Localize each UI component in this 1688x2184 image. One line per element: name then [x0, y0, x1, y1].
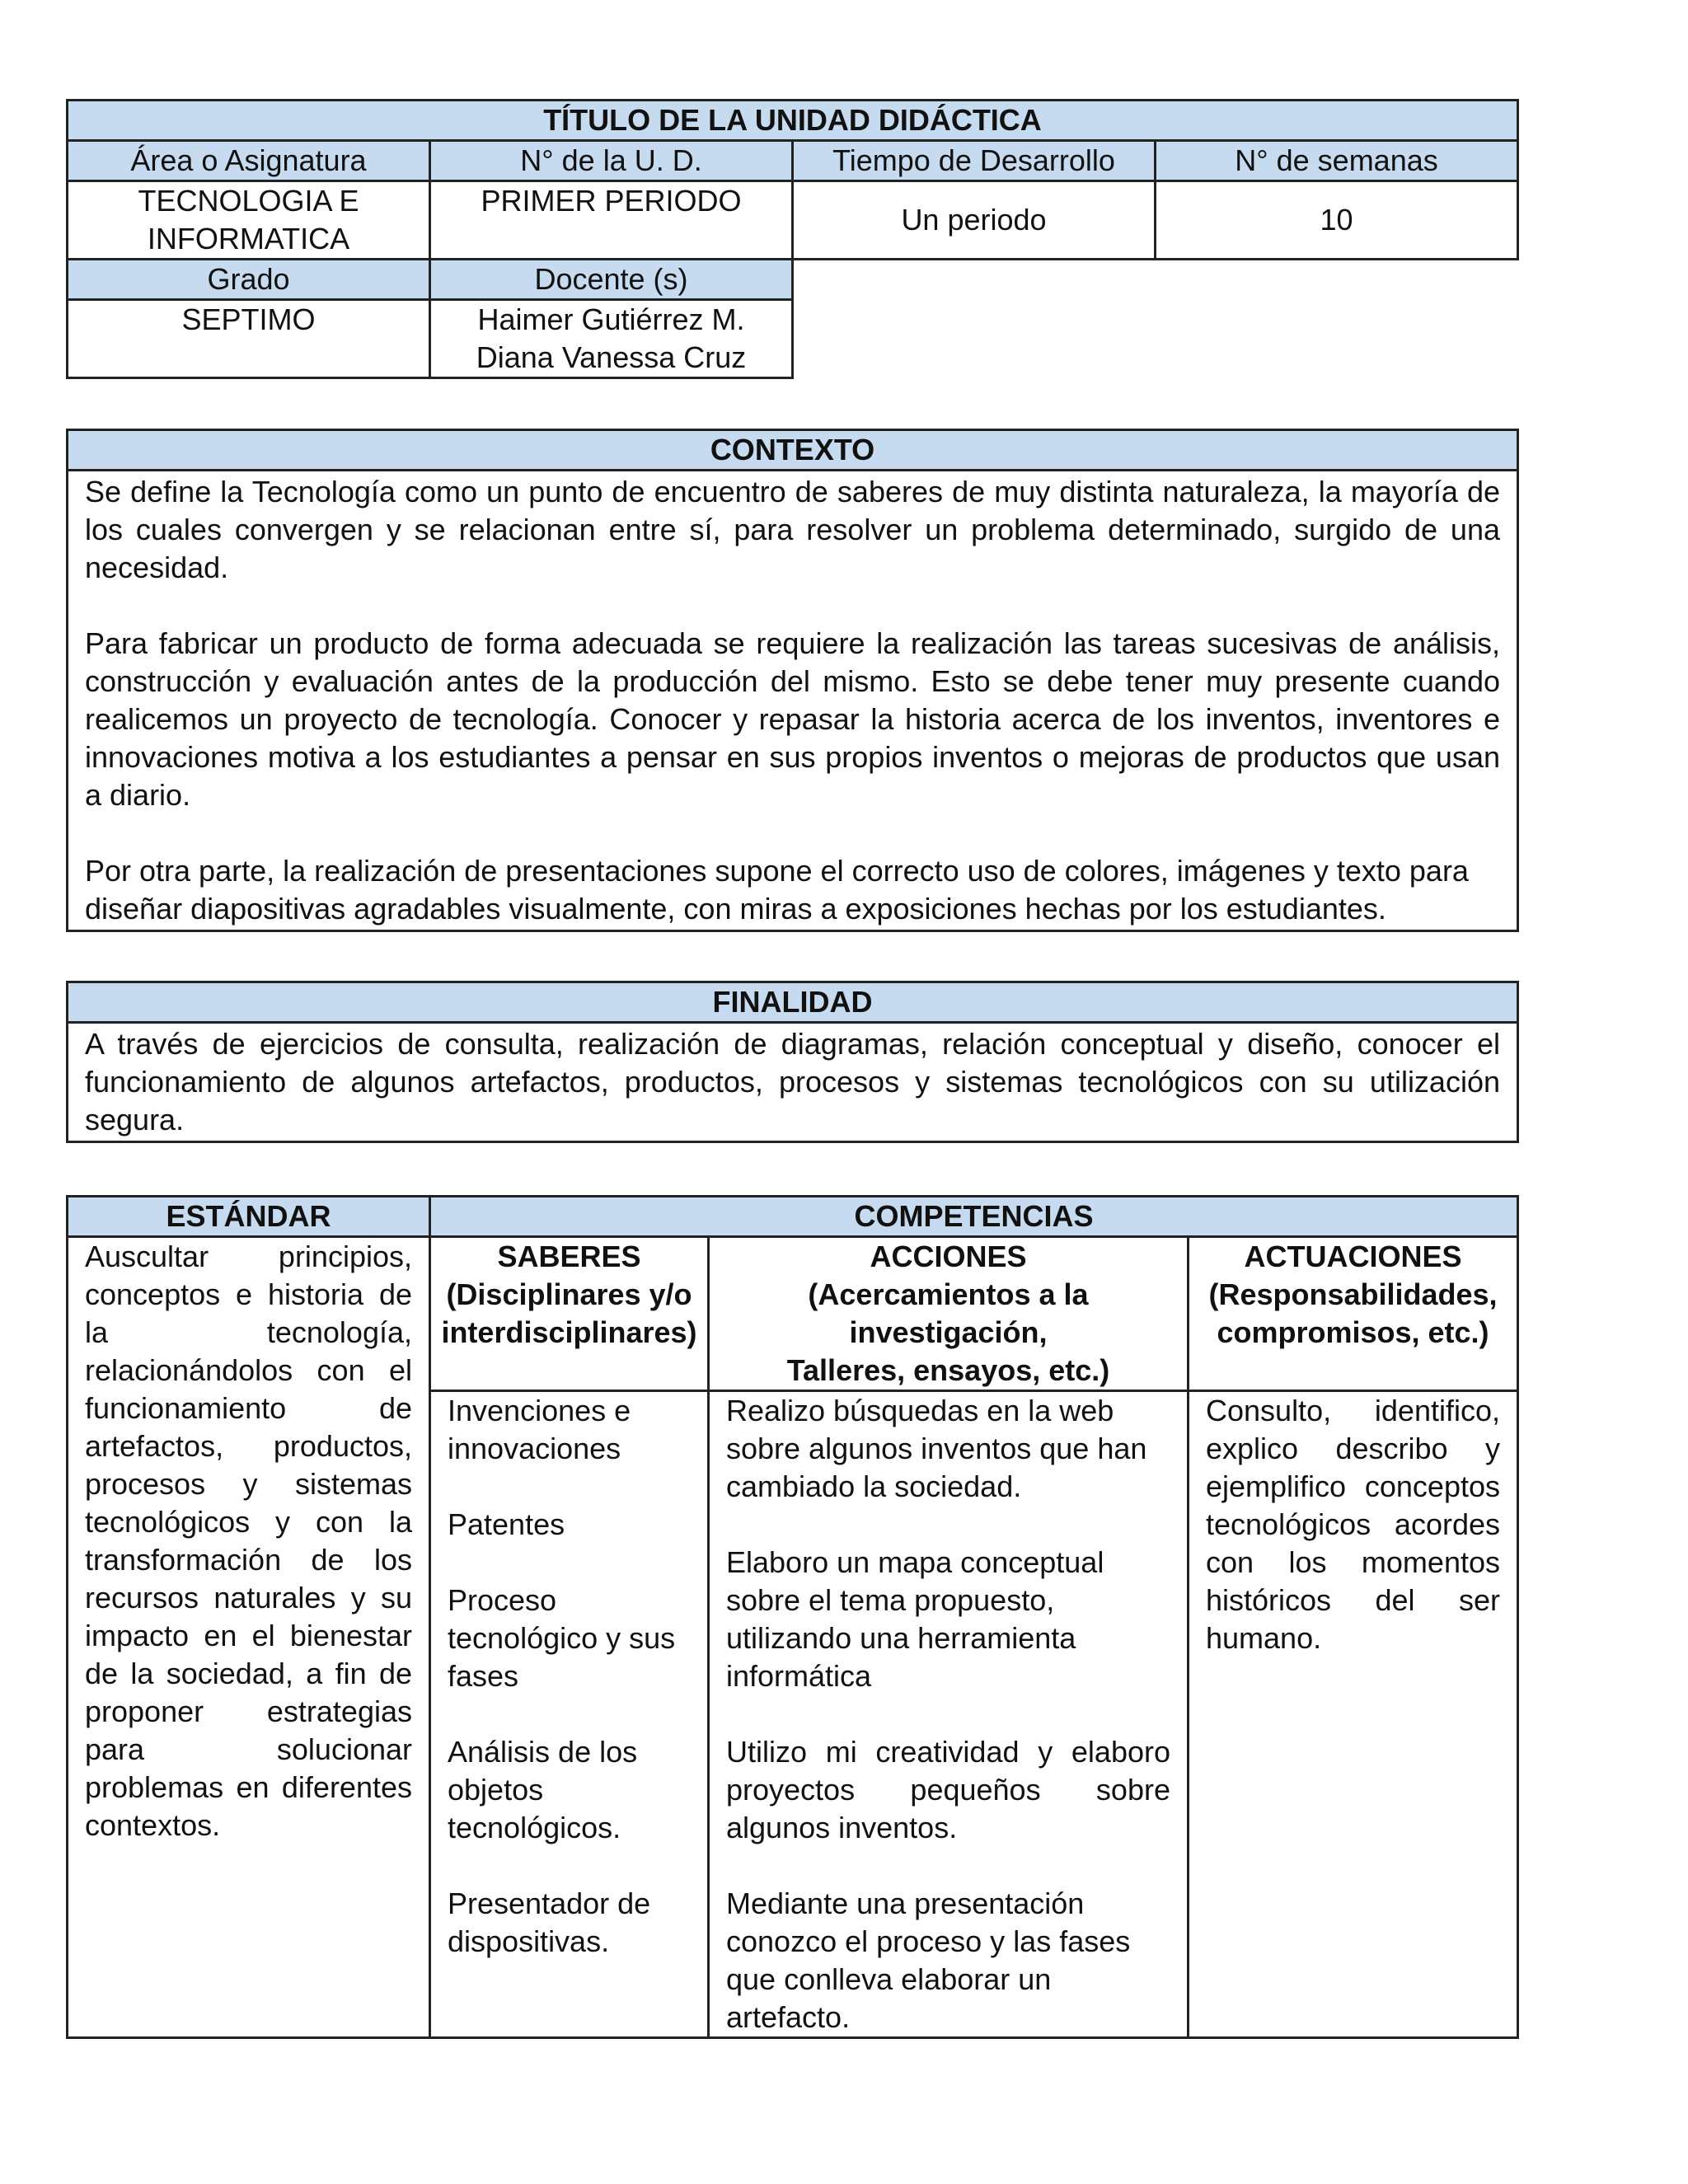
ud-header: N° de la U. D. [430, 141, 793, 181]
tiempo-value: Un periodo [793, 181, 1156, 260]
contexto-header: CONTEXTO [68, 430, 1518, 471]
titulo-table [66, 99, 1519, 379]
ud-value: PRIMER PERIODO [430, 181, 793, 260]
saberes-body [430, 1391, 709, 2038]
tiempo-header: Tiempo de Desarrollo [793, 141, 1156, 181]
semanas-value: 10 [1156, 181, 1518, 260]
area-header: Área o Asignatura [68, 141, 430, 181]
semanas-header: N° de semanas [1156, 141, 1518, 181]
acciones-header: ACCIONES (Acercamientos a la investigación, Talleres, ensayos, etc.) [709, 1237, 1189, 1391]
contexto-table [66, 429, 1519, 932]
actuaciones-header: ACTUACIONES (Responsabilidades, compromisos, etc.) [1189, 1237, 1518, 1391]
titulo-header: TÍTULO DE LA UNIDAD DIDÁCTICA [68, 101, 1518, 141]
finalidad-body: A través de ejercicios de consulta, realización de diagramas, relación conceptual y diseño, conocer el funcionamiento de algunos artefactos, productos, procesos y sistemas tecnológicos con su utilización segura. [68, 1023, 1518, 1142]
grado-value: SEPTIMO [68, 300, 430, 378]
competencias-table [66, 1195, 1519, 2039]
list-item: Presentador de dispositivas. [448, 1886, 651, 1958]
estandar-header: ESTÁNDAR [68, 1197, 430, 1237]
grado-header: Grado [68, 260, 430, 300]
competencias-header: COMPETENCIAS [430, 1197, 1518, 1237]
list-item: Utilizo mi creatividad y elaboro proyectos pequeños sobre algunos inventos. [726, 1735, 1170, 1844]
actuaciones-body: Consulto, identifico, explico describo y ejemplifico conceptos tecnológicos acordes con los momentos históricos del ser humano. [1189, 1391, 1518, 2038]
contexto-paragraph: Para fabricar un producto de forma adecuada se requiere la realización las tareas sucesivas de análisis, construcción y evaluación antes de la producción del mismo. Esto se debe tener muy presente cuando realicemos un proyecto de tecnología. Conocer y repasar la historia acerca de los inventos, inventores e innovaciones motiva a los estudiantes a pensar en sus propios inventos o mejoras de productos que usan a diario. [85, 626, 1500, 812]
saberes-header: SABERES (Disciplinares y/o interdisciplinares) [430, 1237, 709, 1391]
contexto-paragraph: Se define la Tecnología como un punto de encuentro de saberes de muy distinta naturaleza, la mayoría de los cuales convergen y se relacionan entre sí, para resolver un problema determinado, surgido de una necesidad. [85, 475, 1500, 584]
estandar-body: Auscultar principios, conceptos e historia de la tecnología, relacionándolos con el funcionamiento de artefactos, productos, procesos y sistemas tecnológicos y con la transformación de los recursos naturales y su impacto en el bienestar de la sociedad, a fin de proponer estrategias para solucionar problemas en diferentes contextos. [68, 1237, 430, 2038]
finalidad-header: FINALIDAD [68, 982, 1518, 1023]
list-item: Realizo búsquedas en la web sobre algunos inventos que han cambiado la sociedad. [726, 1394, 1147, 1503]
acciones-body [709, 1391, 1189, 2038]
contexto-paragraph: Por otra parte, la realización de presentaciones supone el correcto uso de colores, imágenes y texto para diseñar diapositivas agradables visualmente, con miras a exposiciones hechas por los estudiantes. [85, 854, 1469, 926]
list-item: Análisis de los objetos tecnológicos. [448, 1735, 638, 1844]
contexto-body [68, 471, 1518, 931]
area-value: TECNOLOGIA E INFORMATICA [68, 181, 430, 260]
docente-value: Haimer Gutiérrez M. Diana Vanessa Cruz [430, 300, 793, 378]
list-item: Elaboro un mapa conceptual sobre el tema propuesto, utilizando una herramienta informática [726, 1545, 1104, 1693]
list-item: Patentes [448, 1507, 565, 1541]
list-item: Mediante una presentación conozco el proceso y las fases que conlleva elaborar un artefacto. [726, 1886, 1131, 2034]
docente-header: Docente (s) [430, 260, 793, 300]
list-item: Invenciones e innovaciones [448, 1394, 631, 1465]
finalidad-table [66, 981, 1519, 1143]
list-item: Proceso tecnológico y sus fases [448, 1583, 676, 1693]
